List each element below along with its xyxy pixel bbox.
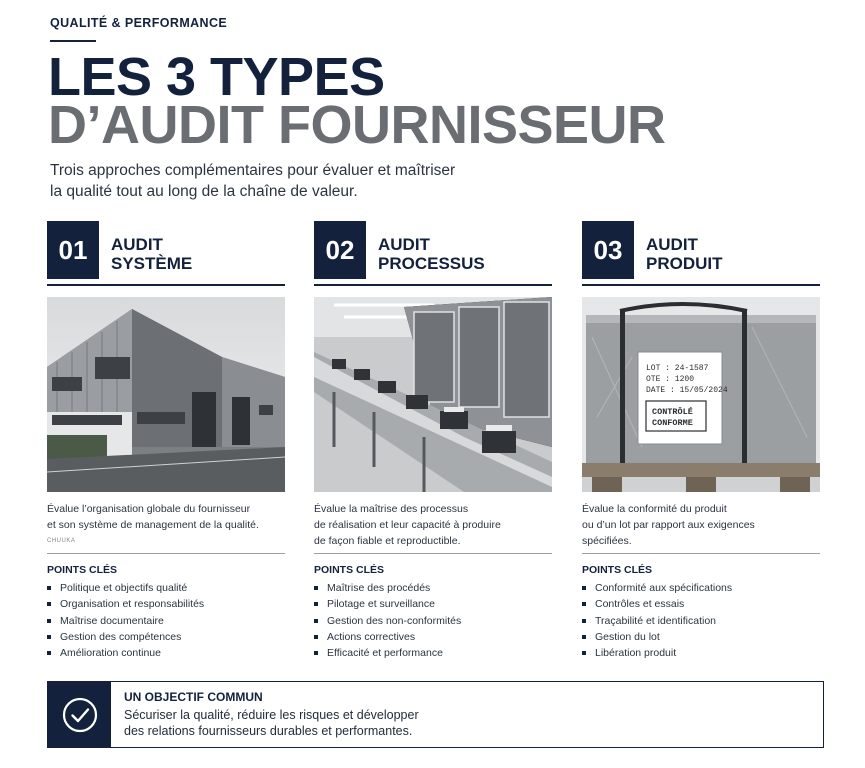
main-title-line2: D’AUDIT FOURNISSEUR bbox=[48, 95, 666, 155]
key-points-title: POINTS CLÉS bbox=[582, 564, 653, 576]
desc-line1: Évalue la conformité du produit bbox=[582, 503, 727, 515]
pallet-photo bbox=[582, 297, 820, 492]
audit-title-line1: AUDIT bbox=[646, 235, 698, 254]
audit-description bbox=[47, 501, 287, 549]
key-point: Conformité aux spécifications bbox=[582, 580, 732, 596]
desc-line1: Évalue l’organisation globale du fournisseur bbox=[47, 503, 251, 515]
key-point: Pilotage et surveillance bbox=[314, 596, 461, 612]
key-points-list bbox=[582, 580, 732, 661]
banner-text-line2: des relations fournisseurs durables et performantes. bbox=[124, 724, 413, 738]
label-date: DATE : 15/05/2024 bbox=[646, 386, 728, 395]
audit-title bbox=[378, 235, 485, 273]
key-point: Politique et objectifs qualité bbox=[47, 580, 204, 596]
audit-title-line1: AUDIT bbox=[378, 235, 430, 254]
audit-number: 02 bbox=[314, 221, 366, 279]
check-circle-icon bbox=[48, 682, 111, 747]
key-points-list bbox=[47, 580, 204, 661]
desc-line3: CHUUKA bbox=[47, 538, 76, 544]
desc-line3: spécifiées. bbox=[582, 535, 632, 547]
banner-title: UN OBJECTIF COMMUN bbox=[124, 690, 263, 704]
key-point: Maîtrise documentaire bbox=[47, 613, 204, 629]
desc-line3: de façon fiable et reproductible. bbox=[314, 535, 461, 547]
audit-description bbox=[582, 501, 822, 549]
key-point: Efficacité et performance bbox=[314, 645, 461, 661]
label-stamp-line2: CONFORME bbox=[652, 418, 693, 428]
column-rule bbox=[582, 284, 820, 286]
key-points-title: POINTS CLÉS bbox=[47, 564, 118, 576]
label-stamp-line1: CONTRÔLÉ bbox=[652, 407, 693, 417]
intro-line2: la qualité tout au long de la chaîne de valeur. bbox=[50, 183, 358, 200]
key-point: Organisation et responsabilités bbox=[47, 596, 204, 612]
audit-title bbox=[111, 235, 192, 273]
desc-line2: ou d’un lot par rapport aux exigences bbox=[582, 519, 755, 531]
key-point: Gestion des non-conformités bbox=[314, 613, 461, 629]
label-lot: LOT : 24-1587 bbox=[646, 364, 709, 373]
main-title-line1: LES 3 TYPES bbox=[48, 47, 385, 107]
desc-line2: et son système de management de la qualité. bbox=[47, 519, 259, 531]
key-point: Gestion des compétences bbox=[47, 629, 204, 645]
intro-text bbox=[50, 160, 490, 202]
key-point: Traçabilité et identification bbox=[582, 613, 732, 629]
banner-text bbox=[124, 707, 419, 739]
audit-description bbox=[314, 501, 554, 549]
audit-number: 03 bbox=[582, 221, 634, 279]
key-point: Amélioration continue bbox=[47, 645, 204, 661]
description-rule bbox=[582, 553, 820, 554]
key-point: Maîtrise des procédés bbox=[314, 580, 461, 596]
common-objective-banner bbox=[47, 681, 824, 748]
column-rule bbox=[47, 284, 285, 286]
audit-number: 01 bbox=[47, 221, 99, 279]
eyebrow-label: QUALITÉ & PERFORMANCE bbox=[50, 16, 228, 30]
key-points-title: POINTS CLÉS bbox=[314, 564, 385, 576]
conveyor-photo bbox=[314, 297, 552, 492]
desc-line2: de réalisation et leur capacité à produire bbox=[314, 519, 501, 531]
audit-title-line1: AUDIT bbox=[111, 235, 163, 254]
banner-text-line1: Sécuriser la qualité, réduire les risques et développer bbox=[124, 708, 419, 722]
audit-title-line2: SYSTÈME bbox=[111, 254, 193, 273]
description-rule bbox=[47, 553, 285, 554]
key-point: Libération produit bbox=[582, 645, 732, 661]
key-point: Contrôles et essais bbox=[582, 596, 732, 612]
eyebrow-rule bbox=[50, 40, 96, 42]
desc-line1: Évalue la maîtrise des processus bbox=[314, 503, 469, 515]
key-point: Actions correctives bbox=[314, 629, 461, 645]
audit-title bbox=[646, 235, 723, 273]
column-rule bbox=[314, 284, 552, 286]
audit-title-line2: PROCESSUS bbox=[378, 254, 485, 273]
key-point: Gestion du lot bbox=[582, 629, 732, 645]
description-rule bbox=[314, 553, 552, 554]
key-points-list bbox=[314, 580, 461, 661]
audit-title-line2: PRODUIT bbox=[646, 254, 723, 273]
label-qte: OTE : 1200 bbox=[646, 375, 695, 384]
building-photo bbox=[47, 297, 285, 492]
intro-line1: Trois approches complémentaires pour évaluer et maîtriser bbox=[50, 162, 456, 179]
